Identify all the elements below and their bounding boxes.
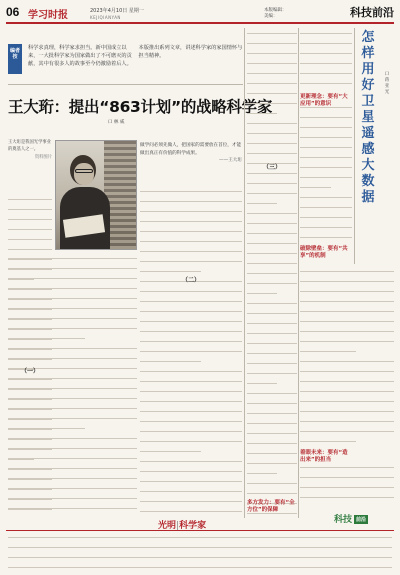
- text-line: [8, 438, 137, 445]
- text-line: [247, 243, 297, 250]
- body-column-4b: [300, 104, 352, 242]
- text-line: [247, 363, 297, 370]
- text-line: [247, 403, 297, 410]
- logo-mid-a: 光明: [158, 521, 177, 531]
- text-line: [300, 487, 394, 494]
- text-line: [300, 321, 394, 328]
- text-line: [247, 343, 297, 350]
- text-line: [300, 177, 352, 184]
- text-line: [247, 203, 277, 210]
- text-line: [247, 303, 297, 310]
- logo-right-badge: 前沿: [356, 517, 367, 523]
- text-line: [247, 143, 297, 150]
- text-line: [247, 53, 297, 60]
- article-byline: 口 林 威: [108, 120, 125, 125]
- text-line: [140, 401, 242, 408]
- text-line: [300, 477, 394, 484]
- body-column-2: [140, 188, 242, 514]
- feature-author: 口 蒋 亚 光: [384, 72, 390, 95]
- text-line: [300, 107, 352, 114]
- article-headline: 王大珩：提出“863计划”的战略科学家: [8, 98, 273, 116]
- text-line: [8, 508, 137, 514]
- text-line: [8, 318, 137, 325]
- pull-quote: [140, 142, 242, 165]
- text-line: [140, 301, 242, 308]
- page-number: 06: [6, 5, 20, 19]
- body-column-4d: [300, 464, 394, 506]
- text-line: [140, 491, 242, 498]
- header-date: 2023年4月10日 星期一: [90, 8, 144, 14]
- guangming-scientist-logo: 光明|科学家: [158, 521, 207, 531]
- text-line: [247, 373, 297, 380]
- text-line: [247, 93, 297, 100]
- text-line: [140, 391, 242, 398]
- header-staff: [264, 8, 324, 20]
- text-line: [300, 281, 394, 288]
- text-line: [300, 311, 394, 318]
- text-line: [8, 547, 392, 554]
- text-line: [8, 448, 137, 455]
- text-line: [300, 43, 352, 50]
- feature-subhead-2: 破除壁垒：要有“共享”的机制: [300, 246, 348, 259]
- text-line: [8, 488, 137, 495]
- text-line: [140, 441, 242, 448]
- text-line: [247, 173, 297, 180]
- column-rule: [298, 28, 299, 518]
- header-latin: KEJIQIANYAN: [90, 15, 121, 20]
- photo-face: [74, 163, 94, 185]
- text-line: [140, 331, 242, 338]
- text-line: [247, 483, 297, 490]
- text-line: [140, 191, 242, 198]
- text-line: [8, 328, 137, 335]
- science-frontier-logo: [334, 512, 368, 525]
- paper-logo: 学习时报: [28, 10, 68, 21]
- text-line: [247, 423, 297, 430]
- text-line: [300, 147, 352, 154]
- text-line: [247, 133, 297, 140]
- text-line: [140, 421, 242, 428]
- text-line: [247, 493, 297, 500]
- text-line: [140, 251, 242, 258]
- text-line: [140, 501, 242, 508]
- logo-mid-b: 科学家: [179, 521, 207, 531]
- body-column-4c: [300, 268, 394, 448]
- text-line: [247, 443, 297, 450]
- text-line: [8, 348, 137, 355]
- text-line: [247, 293, 277, 300]
- body-column-3: [247, 30, 297, 514]
- text-line: [247, 193, 297, 200]
- text-line: [247, 213, 297, 220]
- text-line: [300, 271, 394, 278]
- text-line: [247, 353, 297, 360]
- body-column-1-lower: [8, 255, 137, 514]
- text-line: [8, 567, 392, 572]
- text-line: [8, 229, 52, 236]
- text-line: [247, 33, 297, 40]
- text-line: [300, 331, 394, 338]
- staff-proof: 美编：: [264, 14, 278, 19]
- text-line: [247, 263, 297, 270]
- text-line: [300, 167, 352, 174]
- feature-subhead-3: 着眼未来：要有“造出来”的担当: [300, 450, 348, 463]
- text-line: [247, 103, 297, 110]
- text-line: [140, 471, 242, 478]
- photo-caption: [8, 140, 52, 162]
- feature-subhead-4: 多方发力：要有“全方位”的保障: [247, 500, 295, 513]
- text-line: [300, 33, 352, 40]
- text-line: [247, 333, 297, 340]
- text-line: [140, 341, 242, 348]
- text-line: [247, 123, 297, 130]
- text-line: [247, 253, 297, 260]
- text-line: [247, 223, 297, 230]
- text-line: [8, 468, 137, 475]
- text-line: [247, 63, 297, 70]
- editors-note: [8, 44, 243, 76]
- text-line: [247, 183, 297, 190]
- text-line: [140, 451, 201, 458]
- text-line: [8, 458, 137, 465]
- text-line: [300, 467, 394, 474]
- pull-quote-source: ——王大珩: [219, 158, 242, 163]
- feature-headline: 怎样用好卫星遥感大数据: [361, 30, 375, 205]
- text-line: [8, 298, 137, 305]
- pull-quote-text: 做学问必须先做人，把国家的需要放在首位，才能做出真正有价值的科学成果。: [140, 143, 242, 156]
- text-line: [300, 63, 352, 70]
- text-line: [300, 341, 394, 348]
- section-mark-one: （一）: [20, 368, 39, 375]
- text-line: [300, 381, 394, 388]
- text-line: [300, 291, 394, 298]
- text-line: [140, 231, 242, 238]
- text-line: [8, 557, 392, 564]
- text-line: [140, 311, 242, 318]
- text-line: [300, 301, 394, 308]
- text-line: [8, 209, 52, 216]
- text-line: [247, 273, 297, 280]
- text-line: [300, 411, 394, 418]
- text-line: [140, 221, 242, 228]
- text-line: [300, 83, 352, 90]
- text-line: [300, 237, 352, 242]
- photo-credit: 资料图片: [34, 155, 52, 160]
- text-line: [8, 418, 137, 425]
- section-mark-three: （三）: [262, 164, 281, 171]
- text-line: [8, 199, 52, 206]
- text-line: [247, 433, 297, 440]
- text-line: [300, 401, 394, 408]
- text-line: [247, 453, 297, 460]
- section-title: 科技前沿: [350, 6, 394, 19]
- text-line: [8, 288, 137, 295]
- divider: [8, 84, 243, 85]
- page-header: [6, 4, 394, 24]
- footer-text: [8, 534, 392, 572]
- text-line: [300, 207, 352, 214]
- text-line: [140, 361, 201, 368]
- feature-subhead-1: 更新理念：要有“大应用”的意识: [300, 94, 348, 107]
- text-line: [300, 361, 394, 368]
- text-line: [300, 431, 394, 438]
- text-line: [140, 371, 242, 378]
- text-line: [140, 321, 242, 328]
- text-line: [300, 197, 352, 204]
- text-line: [140, 201, 242, 208]
- photo-glasses: [75, 169, 93, 173]
- text-line: [8, 378, 137, 385]
- text-line: [140, 261, 242, 268]
- text-line: [247, 473, 277, 480]
- text-line: [300, 187, 331, 194]
- text-line: [300, 371, 394, 378]
- editors-note-text: 科学求真理，科学家求担当。新中国成立以来，一大批科学家为国家做出了不可磨灭的贡献，其中有很多人的故事至今仍激励着后人。本版推出系列文章，讲述科学家的家国情怀与担当精神。: [28, 45, 243, 67]
- text-line: [8, 278, 137, 285]
- text-line: [300, 127, 352, 134]
- text-line: [247, 463, 297, 470]
- text-line: [247, 313, 297, 320]
- text-line: [247, 413, 297, 420]
- text-line: [300, 441, 356, 448]
- text-line: [140, 241, 242, 248]
- text-line: [140, 461, 242, 468]
- text-line: [247, 153, 297, 160]
- text-line: [8, 428, 85, 435]
- text-line: [8, 219, 52, 226]
- text-line: [8, 398, 137, 405]
- portrait-photo: [55, 140, 137, 250]
- text-line: [140, 211, 242, 218]
- column-rule: [244, 28, 245, 518]
- staff-editor: 本版编辑：: [264, 8, 287, 13]
- text-line: [300, 53, 352, 60]
- text-line: [140, 291, 242, 298]
- text-line: [140, 431, 242, 438]
- text-line: [8, 308, 137, 315]
- text-line: [247, 323, 297, 330]
- text-line: [300, 157, 352, 164]
- text-line: [247, 233, 297, 240]
- text-line: [8, 388, 137, 395]
- text-line: [300, 73, 352, 80]
- text-line: [140, 351, 242, 358]
- photo-caption-text: 王大珩是我国光学事业的奠基人之一。: [8, 140, 51, 152]
- text-line: [8, 239, 52, 246]
- editors-note-tag: 编者按: [8, 44, 22, 74]
- text-line: [300, 137, 352, 144]
- text-line: [247, 83, 297, 90]
- text-line: [300, 497, 394, 504]
- text-line: [140, 481, 242, 488]
- text-line: [247, 43, 297, 50]
- text-line: [300, 227, 352, 234]
- column-rule: [354, 28, 355, 264]
- text-line: [247, 383, 277, 390]
- text-line: [8, 338, 85, 345]
- text-line: [8, 408, 137, 415]
- text-line: [300, 351, 356, 358]
- text-line: [140, 511, 242, 514]
- text-line: [140, 411, 242, 418]
- text-line: [247, 283, 297, 290]
- text-line: [300, 117, 352, 124]
- text-line: [140, 381, 242, 388]
- body-column-4a: [300, 30, 352, 92]
- text-line: [8, 258, 137, 265]
- text-line: [8, 478, 137, 485]
- text-line: [8, 498, 137, 505]
- text-line: [300, 391, 394, 398]
- text-line: [247, 73, 297, 80]
- text-line: [8, 358, 137, 365]
- logo-right-text: 科技: [334, 515, 353, 525]
- text-line: [8, 268, 137, 275]
- text-line: [247, 113, 277, 120]
- text-line: [300, 217, 352, 224]
- text-line: [8, 537, 392, 544]
- text-line: [247, 393, 297, 400]
- section-mark-two: （二）: [181, 277, 200, 284]
- text-line: [300, 421, 394, 428]
